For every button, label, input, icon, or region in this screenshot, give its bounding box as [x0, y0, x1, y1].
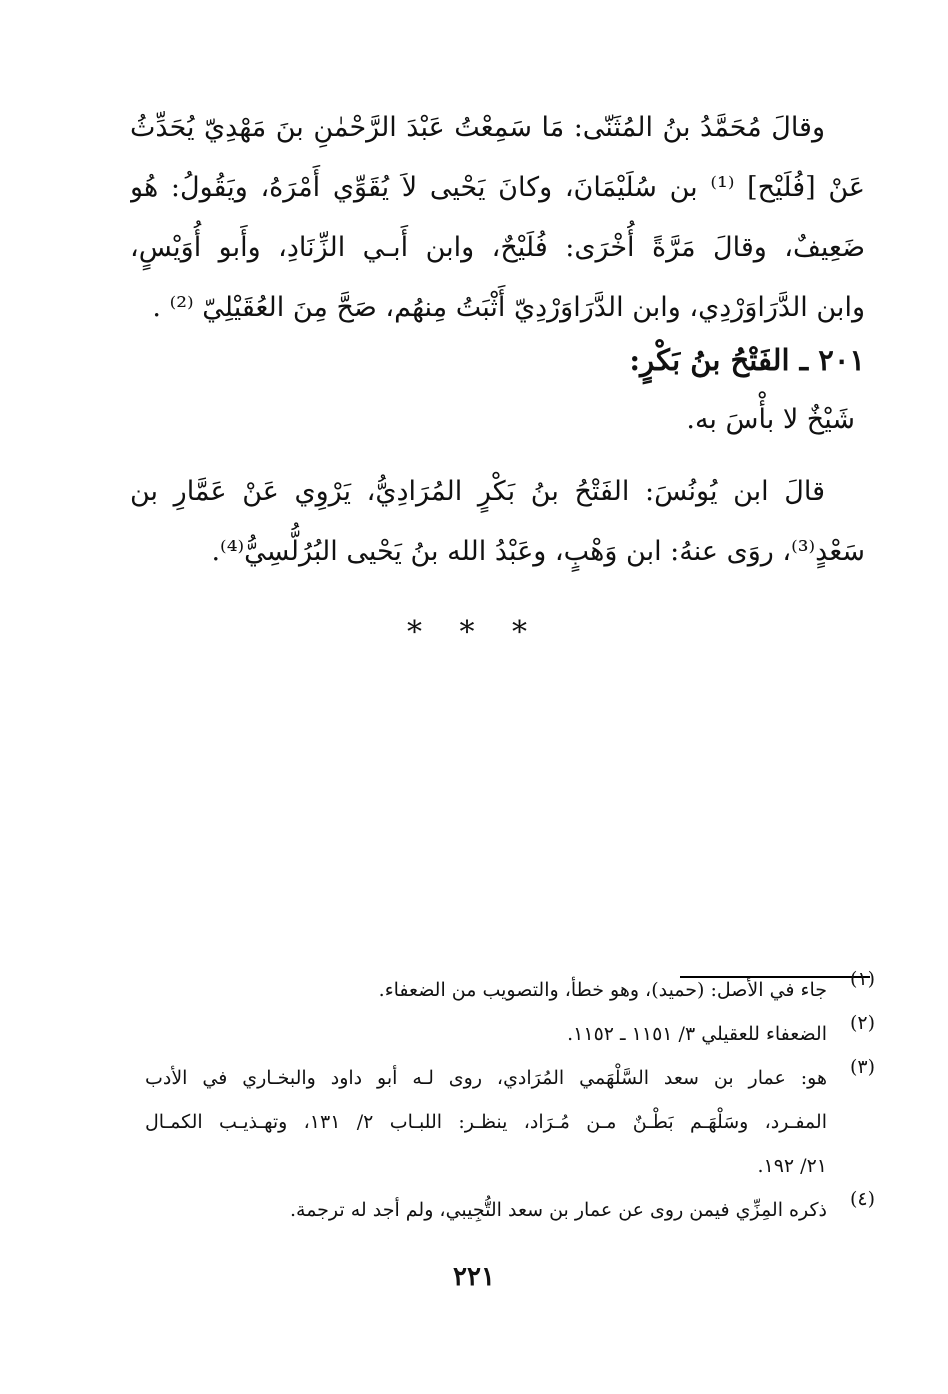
footnote-2 — [145, 1012, 875, 1056]
footnote-text: هو: عمار بن سعد السَّلْهَمي المُرَادي، روى لـه أبو داود والبخـاري في الأدب — [145, 1067, 827, 1089]
paragraph-ibn-yunus — [130, 462, 865, 582]
footnote-text: جاء في الأصل: (حميد)، وهو خطأ، والتصويب من الضعفاء. — [378, 979, 827, 1001]
footnote-number: (٢) — [849, 1012, 875, 1034]
page-number: ٢٢١ — [453, 1262, 495, 1292]
footnote-number: (٣) — [849, 1056, 875, 1078]
text-line: ضَعِيفٌ، وقالَ مَرَّةً أُخْرَى: فُلَيْحٌ، وابن أَبـي الزِّنَادِ، وأَبو أُوَيْسٍ، — [130, 232, 865, 263]
text-line: وابن الدَّرَاوَرْدِي، وابن الدَّرَاوَرْدِيّ أَثْبَتُ مِنهُم، صَحَّ مِنَ العُقَيْلِيّ ⁽²⁾ . — [152, 292, 865, 323]
entry-description: شَيْخٌ لا بأْسَ به. — [686, 404, 855, 435]
footnote-3 — [145, 1056, 875, 1188]
footnote-text: ذكره المِزِّي فيمن روى عن عمار بن سعد التُّجِيبي، ولم أجد له ترجمة. — [289, 1199, 827, 1221]
footnote-number: (١) — [849, 968, 875, 990]
footnotes — [145, 968, 875, 1232]
footnote-number: (٤) — [849, 1188, 875, 1210]
entry-201 — [130, 330, 865, 450]
footnote-text: الضعفاء للعقيلي ٣/ ١١٥١ ـ ١١٥٢. — [567, 1023, 827, 1045]
entry-title: ٢٠١ ـ الفَتْحُ بنُ بَكْرٍ: — [629, 343, 865, 377]
footnote-text: المفـرد، وسَلْهَـم بَطْـنٌ مـن مُـرَاد، ينظـر: اللبـاب ٢/ ١٣١، وتهـذيـب الكمـال — [145, 1111, 827, 1133]
footnote-4 — [145, 1188, 875, 1232]
text-line: عَنْ [فُلَيْح] ⁽¹⁾ بن سُلَيْمَانَ، وكانَ يَحْيى لاَ يُقَوِّي أَمْرَهُ، ويَقُولُ: هُو — [130, 172, 865, 203]
section-separator: * * * — [406, 615, 542, 650]
footnote-1 — [145, 968, 875, 1012]
footnote-text: ٢١/ ١٩٢. — [757, 1155, 827, 1177]
text-line: سَعْدٍ⁽³⁾، روَى عنهُ: ابن وَهْبٍ، وعَبْدُ الله بنُ يَحْيى البُرُلُّسِيُّ⁽⁴⁾. — [211, 536, 865, 567]
text-line: وقالَ مُحَمَّدُ بنُ المُثَنّى: مَا سَمِعْتُ عَبْدَ الرَّحْمٰنِ بنَ مَهْدِيّ يُحَدِّثُ — [130, 112, 825, 143]
text-line: قالَ ابن يُونُسَ: الفَتْحُ بنُ بَكْرٍ المُرَادِيُّ، يَرْوِي عَنْ عَمَّارِ بن — [130, 476, 825, 507]
paragraph-falih — [130, 98, 865, 338]
